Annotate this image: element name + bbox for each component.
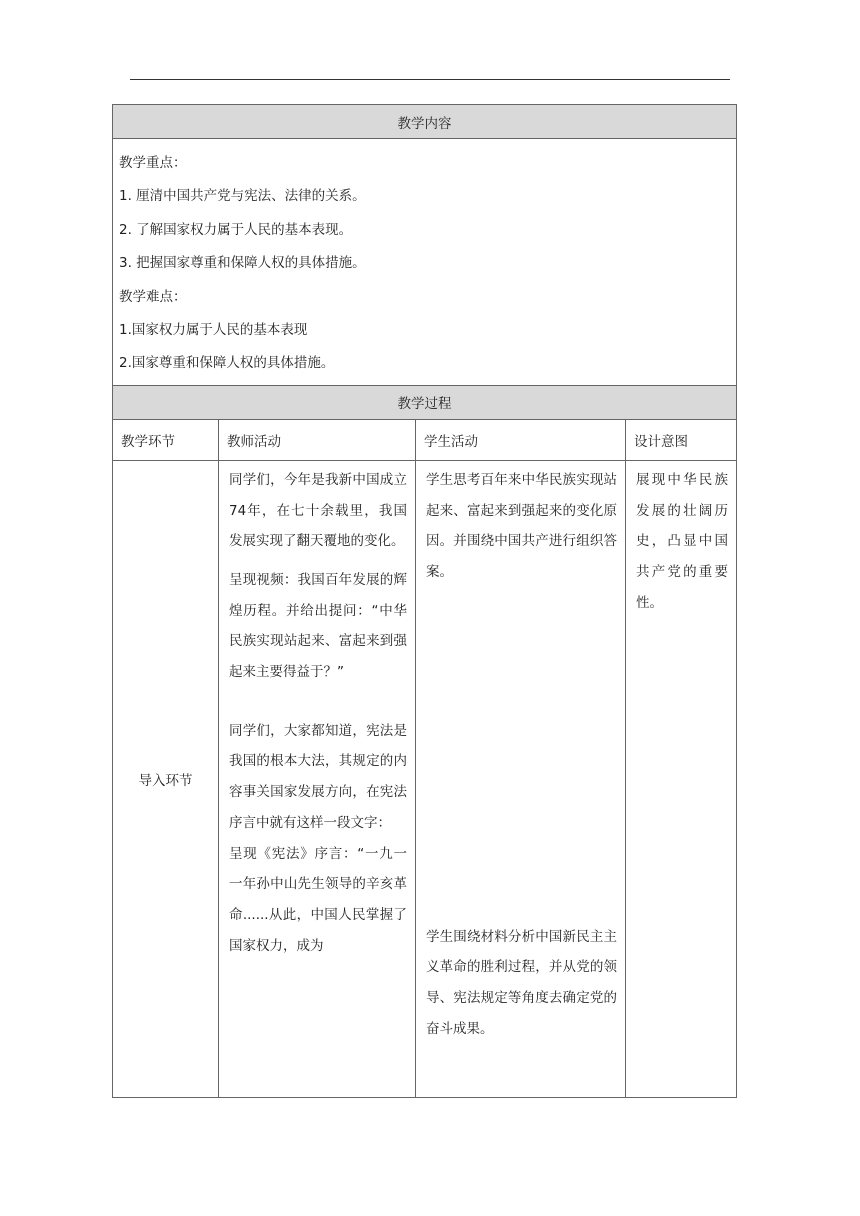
- intent-paragraph: 展现中华民族发展的壮阔历史，凸显中国共产党的重要性。: [636, 471, 728, 611]
- teacher-paragraph: 同学们，今年是我新中国成立74年，在七十余载里，我国发展实现了翻天覆地的变化。: [229, 471, 407, 550]
- student-activity-cell: [416, 460, 626, 1097]
- student-paragraph: 学生围绕材料分析中国新民主主义革命的胜利过程，并从党的领导、宪法规定等角度去确定党的奋斗成果。: [426, 928, 617, 1037]
- column-header-teacher: 教师活动: [219, 419, 416, 460]
- key-points-label: 教学重点：: [119, 155, 187, 171]
- key-point-item: 3. 把握国家尊重和保障人权的具体措施。: [119, 255, 366, 272]
- header-rule: [130, 79, 730, 80]
- key-point-item: 2. 了解国家权力属于人民的基本表现。: [119, 221, 353, 238]
- stage-cell: 导入环节: [113, 460, 219, 1097]
- student-paragraph: 学生思考百年来中华民族实现站起来、富起来到强起来的变化原因。并围绕中国共产进行组织答案。: [426, 471, 617, 580]
- process-heading: 教学过程: [113, 385, 737, 419]
- content-cell: [113, 139, 737, 386]
- column-header-stage: 教学环节: [113, 419, 219, 460]
- teacher-paragraph: 同学们，大家都知道，宪法是我国的根本大法，其规定的内容事关国家发展方向，在宪法序言中就有这样一段文字：: [229, 722, 407, 831]
- difficulty-item: 1.国家权力属于人民的基本表现: [119, 322, 308, 339]
- teacher-paragraph: 呈现《宪法》序言：“一九一一年孙中山先生领导的辛亥革命......从此，中国人民掌握了国家权力，成为: [229, 845, 407, 954]
- teacher-paragraph: 呈现视频：我国百年发展的辉煌历程。并给出提问：“中华民族实现站起来、富起来到强起来主要得益于？”: [229, 571, 407, 681]
- lesson-plan-table: [112, 104, 737, 1098]
- column-header-intent: 设计意图: [626, 419, 737, 460]
- key-point-item: 1. 厘清中国共产党与宪法、法律的关系。: [119, 188, 366, 205]
- teacher-activity-cell: [219, 460, 416, 1097]
- difficulties-label: 教学难点：: [119, 288, 187, 305]
- difficulty-item: 2.国家尊重和保障人权的具体措施。: [119, 355, 335, 372]
- column-header-student: 学生活动: [416, 419, 626, 460]
- content-heading: 教学内容: [113, 105, 737, 139]
- design-intent-cell: [626, 460, 737, 1097]
